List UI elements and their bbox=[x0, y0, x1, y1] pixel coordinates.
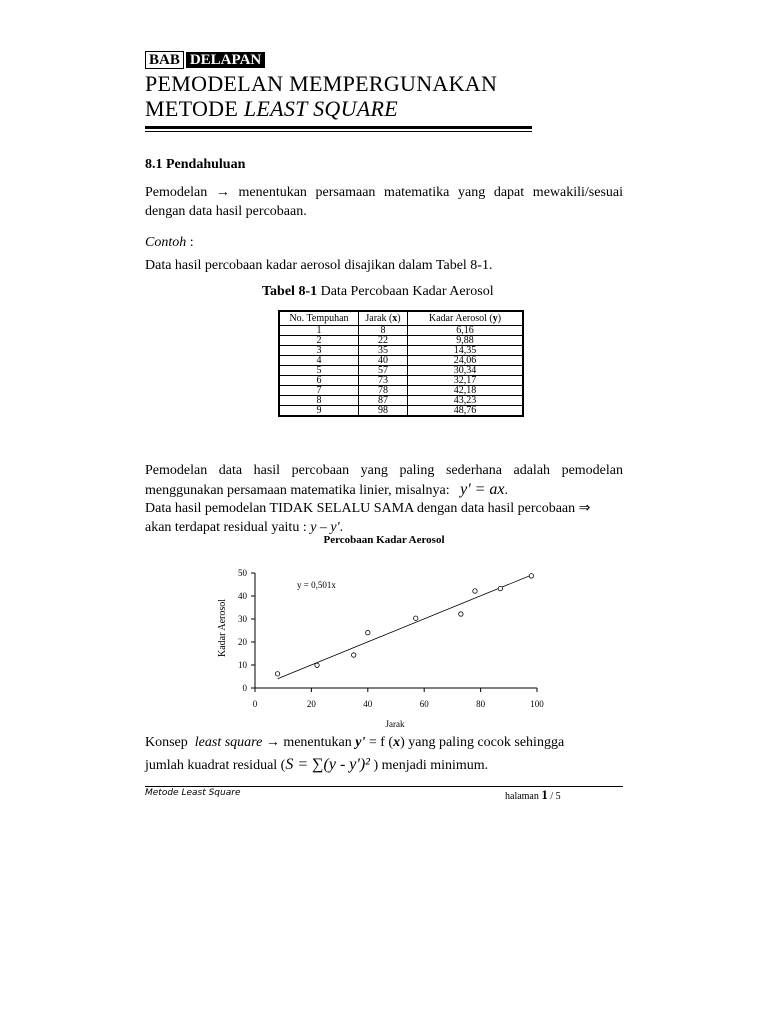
konsep-line2-prefix: jumlah kuadrat residual ( bbox=[145, 758, 286, 773]
modeling-text: Pemodelan data hasil percobaan yang paling sederhana adalah pemodelan menggunakan persamaan matematika linier, misalnya: bbox=[145, 463, 623, 498]
table-cell: 9 bbox=[279, 406, 359, 417]
table-cell: 24,06 bbox=[408, 356, 524, 366]
table-cell: 42,18 bbox=[408, 386, 524, 396]
least-square-formula: S = ∑(y - y')² bbox=[285, 756, 370, 773]
x-tick-label: 100 bbox=[530, 699, 544, 709]
table-cell: 3 bbox=[279, 346, 359, 356]
residual-paragraph bbox=[145, 499, 623, 537]
table-row bbox=[279, 356, 523, 366]
data-table bbox=[278, 310, 524, 417]
table-cell: 7 bbox=[279, 386, 359, 396]
chart-title: Percobaan Kadar Aerosol bbox=[323, 534, 445, 546]
table-cell: 40 bbox=[359, 356, 408, 366]
y-tick-label: 50 bbox=[238, 568, 247, 578]
data-point bbox=[275, 672, 279, 676]
period: . bbox=[339, 520, 344, 535]
right-arrow-icon: → bbox=[215, 185, 230, 200]
contoh-label bbox=[145, 235, 194, 251]
modeling-paragraph bbox=[145, 461, 623, 500]
konsep-paragraph bbox=[145, 733, 623, 752]
table-row bbox=[279, 326, 523, 336]
y-tick-label: 0 bbox=[242, 683, 247, 693]
page-current: 1 bbox=[541, 787, 548, 802]
konsep-line2-end: ) menjadi minimum. bbox=[373, 758, 489, 773]
intro-text: menentukan persamaan matematika yang dapat mewakili/sesuai dengan data hasil percobaan. bbox=[145, 185, 624, 219]
y-axis-label: Kadar Aerosol bbox=[217, 598, 228, 658]
table-cell: 4 bbox=[279, 356, 359, 366]
table-row bbox=[279, 376, 523, 386]
table-cell: 73 bbox=[359, 376, 408, 386]
page-total: / 5 bbox=[547, 791, 561, 802]
x-tick-label: 0 bbox=[252, 699, 258, 709]
table-caption-text: Data Percobaan Kadar Aerosol bbox=[317, 284, 494, 299]
table-cell: 2 bbox=[279, 336, 359, 346]
intro-paragraph bbox=[145, 183, 623, 221]
chapter-title-line1: PEMODELAN MEMPERGUNAKAN bbox=[145, 71, 498, 96]
table-cell: 22 bbox=[359, 336, 408, 346]
data-point bbox=[459, 612, 463, 616]
x-tick-label: 60 bbox=[419, 699, 429, 709]
table-cell: 9,88 bbox=[408, 336, 524, 346]
table-cell: 30,34 bbox=[408, 366, 524, 376]
table-row bbox=[279, 386, 523, 396]
data-point bbox=[529, 574, 533, 578]
konsep-italic: least square bbox=[194, 735, 263, 750]
y-tick-label: 30 bbox=[238, 614, 247, 624]
table-cell: 35 bbox=[359, 346, 408, 356]
konsep-mid: menentukan bbox=[283, 735, 352, 750]
title-rule-thick bbox=[145, 126, 532, 129]
table-cell: 6 bbox=[279, 376, 359, 386]
konsep-line2 bbox=[145, 755, 623, 775]
page-number bbox=[505, 787, 561, 803]
table-caption-label: Tabel 8-1 bbox=[262, 284, 318, 299]
title-rule-thin bbox=[145, 131, 532, 132]
title-italic: LEAST SQUARE bbox=[243, 96, 399, 121]
col-header-kadar: Kadar Aerosol (y) bbox=[408, 311, 524, 326]
table-cell: 87 bbox=[359, 396, 408, 406]
table-row bbox=[279, 406, 523, 417]
konsep-yprime: y' bbox=[355, 735, 366, 750]
residual-line2: akan terdapat residual yaitu : bbox=[145, 520, 311, 535]
chapter-title-line2 bbox=[145, 96, 398, 122]
table-cell: 5 bbox=[279, 366, 359, 376]
konsep-x: x bbox=[393, 735, 401, 750]
x-tick-label: 80 bbox=[476, 699, 486, 709]
data-point bbox=[498, 586, 502, 590]
konsep-word: Konsep bbox=[145, 735, 188, 750]
table-caption bbox=[262, 284, 494, 300]
y-tick-label: 20 bbox=[238, 637, 247, 647]
table-cell: 8 bbox=[359, 326, 408, 336]
intro-prefix: Pemodelan bbox=[145, 185, 208, 200]
chapter-number: DELAPAN bbox=[186, 52, 265, 68]
page-label: halaman bbox=[505, 791, 542, 802]
col-header-no: No. Tempuhan bbox=[279, 311, 359, 326]
footer-title: Metode Least Square bbox=[145, 788, 241, 798]
table-row bbox=[279, 336, 523, 346]
x-axis-label: Jarak bbox=[385, 719, 405, 729]
residual-line1: Data hasil pemodelan TIDAK SELALU SAMA dengan data hasil percobaan ⇒ bbox=[145, 501, 591, 516]
contoh-italic: Contoh bbox=[145, 235, 187, 250]
table-cell: 1 bbox=[279, 326, 359, 336]
section-heading: 8.1 Pendahuluan bbox=[145, 157, 246, 172]
konsep-eq: = f ( bbox=[368, 735, 394, 750]
right-arrow-icon: → bbox=[265, 735, 280, 750]
table-cell: 57 bbox=[359, 366, 408, 376]
table-cell: 14,35 bbox=[408, 346, 524, 356]
table-cell: 78 bbox=[359, 386, 408, 396]
x-tick-label: 20 bbox=[306, 699, 316, 709]
y-tick-label: 10 bbox=[238, 660, 247, 670]
table-header-row bbox=[279, 311, 523, 326]
contoh-colon: : bbox=[186, 235, 194, 250]
table-row bbox=[279, 346, 523, 356]
table-cell: 43,23 bbox=[408, 396, 524, 406]
data-point bbox=[352, 653, 356, 657]
table-row bbox=[279, 396, 523, 406]
table-cell: 32,17 bbox=[408, 376, 524, 386]
title-prefix: METODE bbox=[145, 96, 244, 121]
data-point bbox=[414, 616, 418, 620]
trendline-label: y = 0,501x bbox=[297, 580, 336, 590]
residual-expression: y – y' bbox=[310, 520, 340, 535]
data-point bbox=[473, 589, 477, 593]
data-point bbox=[315, 663, 319, 667]
chapter-tag bbox=[145, 52, 265, 69]
table-cell: 8 bbox=[279, 396, 359, 406]
data-intro-line: Data hasil percobaan kadar aerosol disajikan dalam Tabel 8-1. bbox=[145, 258, 493, 273]
table-cell: 6,16 bbox=[408, 326, 524, 336]
period: . bbox=[504, 483, 509, 498]
table-row bbox=[279, 366, 523, 376]
bab-label: BAB bbox=[145, 51, 184, 69]
data-point bbox=[366, 630, 370, 634]
scatter-chart bbox=[205, 560, 565, 732]
col-header-jarak: Jarak (x) bbox=[359, 311, 408, 326]
table-cell: 98 bbox=[359, 406, 408, 417]
konsep-rest: ) yang paling cocok sehingga bbox=[400, 735, 565, 750]
linear-equation: y' = ax bbox=[460, 481, 505, 498]
table-cell: 48,76 bbox=[408, 406, 524, 417]
x-tick-label: 40 bbox=[363, 699, 373, 709]
y-tick-label: 40 bbox=[238, 591, 247, 601]
